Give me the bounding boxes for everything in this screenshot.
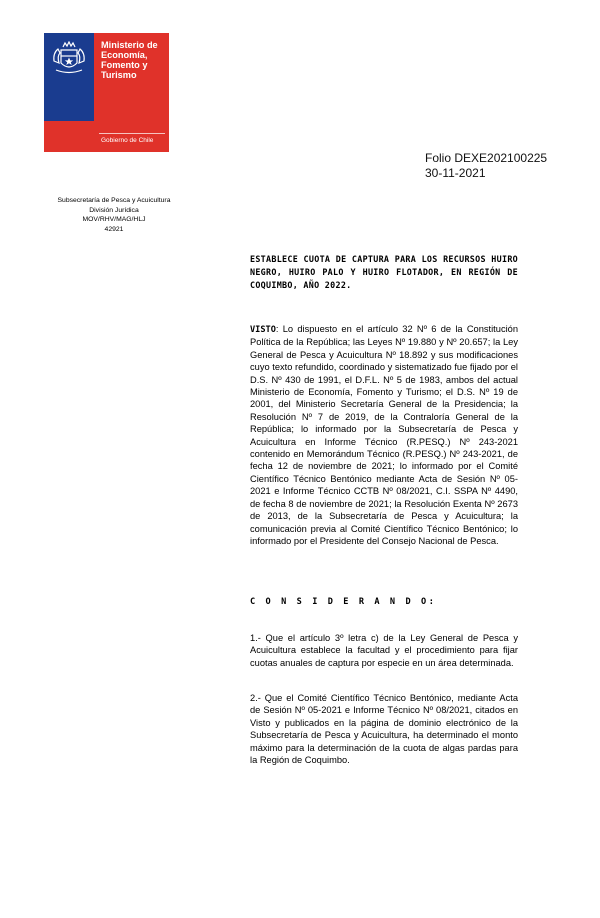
- considerando-paragraph-2: 2.- Que el Comité Científico Técnico Bentónico, mediante Acta de Sesión Nº 05-2021 e Informe Técnico Nº 08/2021, citados en Visto y publicados en la página de dominio electrónico de la Subsecretaría de Pesca y Acuicultura, ha determinado el monto máximo para la determinación de la cuota de algas pardas para la Región de Coquimbo.: [250, 693, 518, 766]
- logo-red-block: [44, 121, 94, 152]
- considerando-heading: C O N S I D E R A N D O:: [250, 597, 437, 607]
- folio-date: 30-11-2021: [425, 165, 486, 180]
- sender-block: [44, 196, 184, 234]
- sender-division: División Jurídica: [89, 206, 139, 214]
- government-label: Gobierno de Chile: [101, 137, 154, 144]
- folio-block: [425, 151, 547, 180]
- ministry-name-line: Economía,: [101, 50, 148, 60]
- ministry-logo: [44, 33, 169, 152]
- ministry-name-line: Turismo: [101, 70, 137, 80]
- folio-number: Folio DEXE202100225: [425, 151, 548, 165]
- ministry-name-line: Fomento y: [101, 60, 148, 70]
- ministry-name-line: Ministerio de: [101, 40, 158, 50]
- sender-initials: MOV/RHV/MAG/HLJ: [82, 216, 146, 223]
- visto-label: VISTO: [250, 325, 276, 335]
- visto-text: : Lo dispuesto en el artículo 32 Nº 6 de la Constitución Política de la República; las Leyes Nº 19.880 y Nº 20.657; la Ley General de Pesca y Acuicultura Nº 18.892 y sus modificaciones cuyo texto refundido, coordinado y sistematizado fue fijado por el D.S. Nº 430 de 1991, el D.F.L. Nº 5 de 1983, ambos del actual Ministerio de Economía, Fomento y Turismo; el D.S. Nº 19 de 2001, del Ministerio Secretaría General de la Presidencia; la Resolución Nº 7 de 2019, de la Contraloría General de la República; lo informado por la Subsecretaría de Pesca y Acuicultura en Informe Técnico (R.PESQ.) Nº 243-2021 contenido en Memorándum Técnico (R.PESQ.) Nº 243-2021, de fecha 12 de noviembre de 2021; lo informado por el Comité Científico Técnico Bentónico mediante Acta de Sesión Nº 05-2021 e Informe Técnico CCTB Nº 08/2021, C.I. SSPA Nº 4490, de fecha 8 de noviembre de 2021; la Resolución Exenta Nº 2673 de 2013, de la Subsecretaría de Pesca y Acuicultura; la comunicación previa al Comité Científico Técnico Bentónico; lo informado por el Presidente del Consejo Nacional de Pesca.: [250, 324, 518, 546]
- sender-number: 42921: [104, 225, 124, 233]
- logo-divider: [99, 133, 165, 134]
- chile-coat-of-arms-icon: [50, 41, 88, 77]
- ministry-name: [101, 40, 167, 80]
- sender-office: Subsecretaría de Pesca y Acuicultura: [57, 197, 171, 204]
- document-title: ESTABLECE CUOTA DE CAPTURA PARA LOS RECURSOS HUIRO NEGRO, HUIRO PALO Y HUIRO FLOTADOR, EN REGIÓN DE COQUIMBO, AÑO 2022.: [250, 254, 518, 291]
- visto-paragraph: [250, 323, 518, 547]
- considerando-paragraph-1: 1.- Que el artículo 3º letra c) de la Ley General de Pesca y Acuicultura establece la facultad y el procedimiento para fijar cuotas anuales de captura por especie en un área determinada.: [250, 633, 518, 668]
